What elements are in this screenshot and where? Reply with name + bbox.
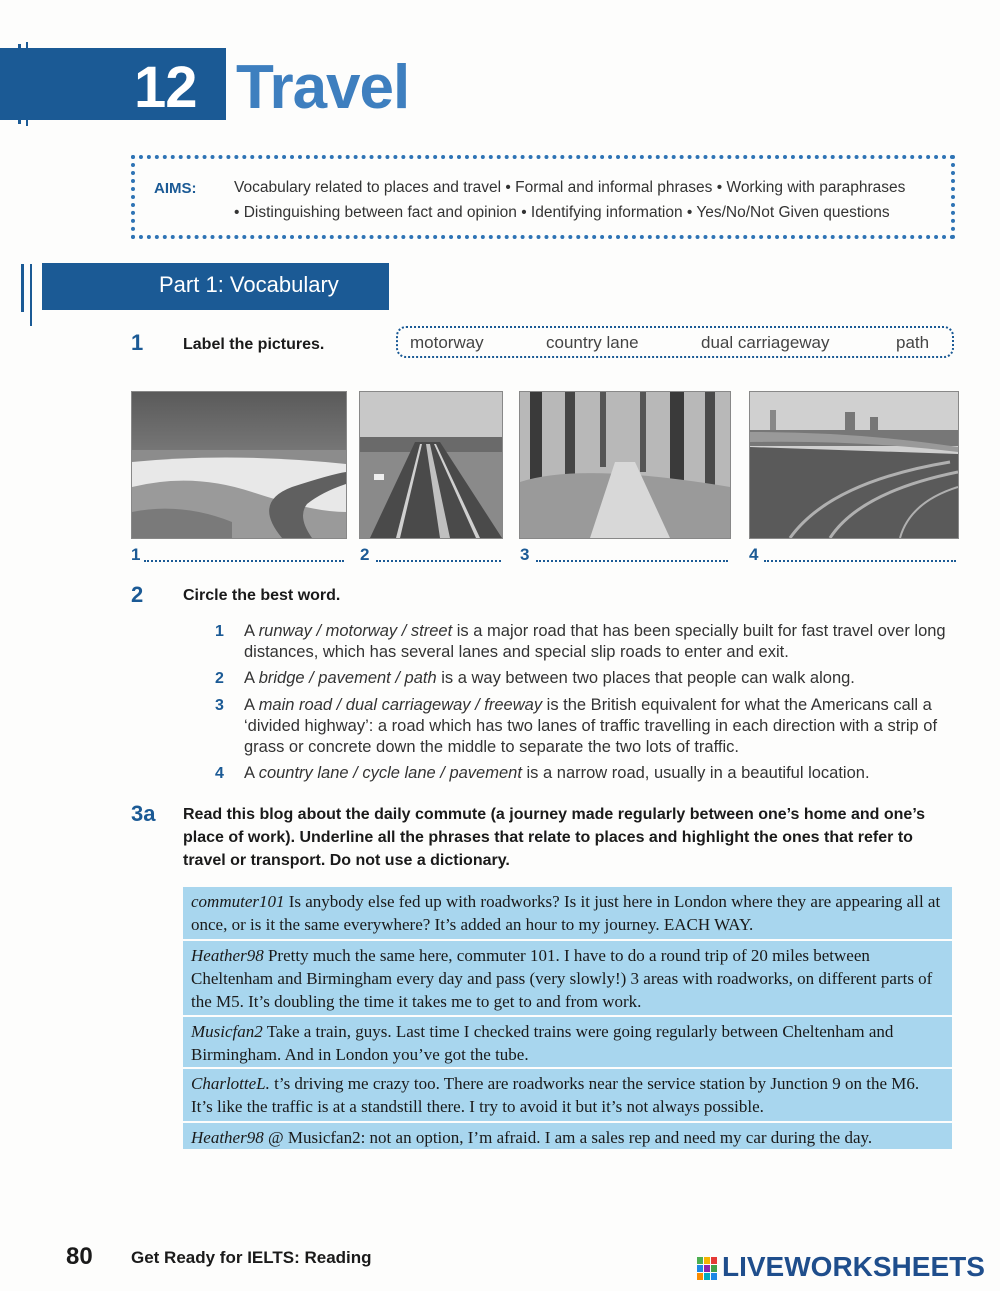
liveworksheets-brand[interactable]: LIVEWORKSHEETS (722, 1251, 985, 1282)
word-bank-item: dual carriageway (701, 333, 830, 352)
blog-text[interactable]: Take a train, guys. Last time I checked trains were going regularly between Cheltenham and Birmingham. And in London you’ve got the tube. (191, 1022, 894, 1064)
word-bank-item: country lane (546, 333, 639, 352)
item-text: A bridge / pavement / path is a way between two places that people can walk along. (244, 669, 855, 687)
chapter-number: 12 (134, 55, 197, 120)
item-number: 3 (215, 697, 224, 714)
photo-motorway (359, 391, 503, 539)
aims-label: AIMS: (154, 180, 197, 197)
question-number: 2 (131, 582, 144, 607)
word-bank-item: motorway (410, 333, 484, 352)
blog-text[interactable]: Pretty much the same here, commuter 101. I have to do a round trip of 20 miles between Cheltenham and Birmingham every day and pass (very slowly!) 3 areas with roadworks, on different parts of the M5. It’s doubling the time it takes me to get to and from work. (191, 946, 933, 1011)
blog-text[interactable]: @ Musicfan2: not an option, I’m afraid. I am a sales rep and need my car during the day. (263, 1128, 873, 1147)
page-number: 80 (66, 1243, 93, 1270)
picture-label: 3 (520, 545, 530, 564)
answer-line[interactable] (764, 560, 956, 562)
item-text: A country lane / cycle lane / pavement is a narrow road, usually in a beautiful location. (244, 764, 870, 782)
answer-line[interactable] (144, 560, 344, 562)
word-options[interactable]: country lane / cycle lane / pavement (258, 764, 522, 782)
blog-post (183, 1123, 952, 1149)
blog-username: CharlotteL. (191, 1074, 270, 1093)
word-bank-item: path (896, 333, 930, 352)
blog-post (183, 941, 952, 1015)
blog-post (183, 887, 952, 939)
item-number: 1 (215, 623, 224, 640)
blog-username: Heather98 (191, 946, 264, 965)
question-instruction: Read this blog about the daily commute (a journey made regularly between one’s home and one’s place of work). Underline all the phrases that relate to places and highlight the ones that refer to travel or transport. Do not use a dictionary. (183, 806, 926, 869)
blog-username: Musicfan2 (191, 1022, 263, 1041)
word-options[interactable]: runway / motorway / street (258, 622, 453, 640)
blog-username: Heather98 (191, 1128, 264, 1147)
picture-label: 2 (360, 545, 370, 564)
aims-line-2: • Distinguishing between fact and opinion • Identifying information • Yes/No/Not Given questions (234, 204, 890, 221)
photo-dual-carriageway (749, 391, 959, 539)
item-number: 2 (215, 670, 224, 687)
question-instruction: Circle the best word. (183, 587, 341, 604)
aims-line-1: Vocabulary related to places and travel • Formal and informal phrases • Working with paraphrases (234, 179, 906, 196)
picture-label: 1 (131, 545, 141, 564)
book-title: Get Ready for IELTS: Reading (131, 1248, 372, 1267)
aims-box (131, 155, 955, 239)
liveworksheets-logo-icon (697, 1257, 719, 1281)
answer-line[interactable] (536, 560, 728, 562)
word-options[interactable]: bridge / pavement / path (258, 669, 437, 687)
answer-line[interactable] (376, 560, 501, 562)
section-title: Part 1: Vocabulary (42, 263, 389, 310)
photo-path (519, 391, 731, 539)
picture-label: 4 (749, 545, 759, 564)
word-options[interactable]: main road / dual carriageway / freeway (258, 696, 543, 714)
question-instruction: Label the pictures. (183, 336, 325, 353)
blog-text[interactable]: t’s driving me crazy too. There are roadworks near the service station by Junction 9 on the M6. It’s like the traffic is at a standstill there. I try to avoid it but it’s not always possible. (191, 1074, 920, 1116)
word-bank (396, 326, 954, 358)
blog-post (183, 1069, 952, 1121)
blog-username: commuter101 (191, 892, 285, 911)
blog-text[interactable]: Is anybody else fed up with roadworks? Is it just here in London where they are appearing all at once, or is it the same everywhere? It’s added an hour to my journey. EACH WAY. (191, 892, 941, 934)
blog-post (183, 1017, 952, 1067)
item-text: A runway / motorway / street is a major road that has been specially built for fast travel over long distances, which has several lanes and special slip roads to enter and exit. (244, 622, 946, 661)
item-text: A main road / dual carriageway / freeway is the British equivalent for what the Americans call a ‘divided highway’: a road which has two lanes of traffic travelling in each direction with a strip of grass or concrete down the middle to separate the two lots of traffic. (244, 696, 938, 756)
chapter-title: Travel (236, 53, 410, 122)
question-number: 1 (131, 330, 144, 355)
item-number: 4 (215, 765, 224, 782)
question-number: 3a (131, 801, 156, 826)
photo-country-lane (131, 391, 347, 539)
